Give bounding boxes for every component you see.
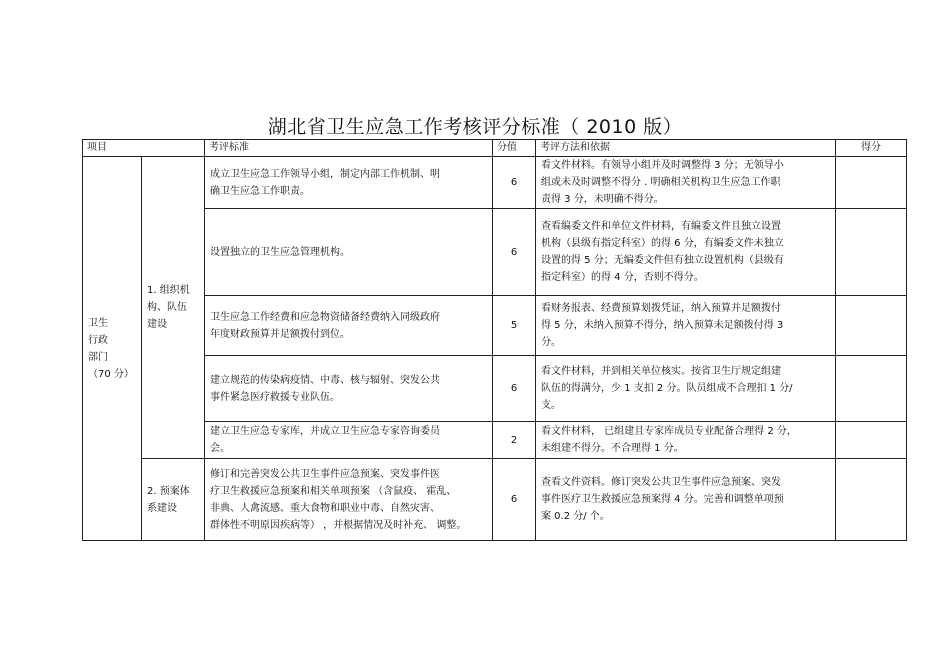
header-points: 得分 xyxy=(836,140,907,157)
table-row xyxy=(83,459,907,541)
header-criteria: 考评标准 xyxy=(205,140,493,157)
points-cell[interactable] xyxy=(836,459,907,541)
method-cell: 看文件材料，并到相关单位核实。按省卫生厅规定组建 队伍的得满分，少 1 支扣 2 分。队员组成不合理扣 1 分/ 支。 xyxy=(536,356,836,422)
table-header-row xyxy=(83,140,907,157)
method-cell: 查看编委文件和单位文件材料，有编委文件且独立设置 机构（县级有指定科室）的得 6 分，有编委文件未独立 设置的得 5 分；无编委文件但有独立设置机构（县级有 指定科室）的得 4 分，否则不得分。 xyxy=(536,209,836,296)
score-cell: 6 xyxy=(493,459,536,541)
score-cell: 6 xyxy=(493,209,536,296)
method-cell: 看文件材料。有领导小组并及时调整得 3 分；无领导小 组或未及时调整不得分 . 明确相关机构卫生应急工作职 责得 3 分，未明确不得分。 xyxy=(536,157,836,209)
table-row xyxy=(83,422,907,459)
score-cell: 2 xyxy=(493,422,536,459)
method-cell: 查看文件资料。修订突发公共卫生事件应急预案、突发 事件医疗卫生救援应急预案得 4 分。完善和调整单项预 案 0.2 分/ 个。 xyxy=(536,459,836,541)
score-cell: 5 xyxy=(493,296,536,356)
table-row xyxy=(83,209,907,296)
points-cell[interactable] xyxy=(836,296,907,356)
criteria-cell: 建立规范的传染病疫情、中毒、核与辐射、突发公共 事件紧急医疗救援专业队伍。 xyxy=(205,356,493,422)
header-score: 分值 xyxy=(493,140,536,157)
header-method: 考评方法和依据 xyxy=(536,140,836,157)
method-cell: 看文件材料， 已组建且专家库成员专业配备合理得 2 分， 未组建不得分。不合理得 1 分。 xyxy=(536,422,836,459)
criteria-cell: 成立卫生应急工作领导小组，制定内部工作机制、明 确卫生应急工作职责。 xyxy=(205,157,493,209)
table-row xyxy=(83,356,907,422)
group-label-plan: 2. 预案体 系建设 xyxy=(142,459,205,541)
criteria-cell: 卫生应急工作经费和应急物资储备经费纳入同级政府 年度财政预算并足额拨付到位。 xyxy=(205,296,493,356)
category-cell: 卫生 行政 部门 （70 分） xyxy=(83,157,142,541)
points-cell[interactable] xyxy=(836,422,907,459)
group-label-organization: 1. 组织机 构、队伍 建设 xyxy=(142,157,205,459)
criteria-cell: 建立卫生应急专家库，并成立卫生应急专家咨询委员 会。 xyxy=(205,422,493,459)
method-cell: 看财务报表、经费预算划拨凭证，纳入预算并足额拨付 得 5 分，未纳入预算不得分，纳入预算未足额拨付得 3 分。 xyxy=(536,296,836,356)
table-row xyxy=(83,296,907,356)
points-cell[interactable] xyxy=(836,209,907,296)
table-row xyxy=(83,157,907,209)
page-title: 湖北省卫生应急工作考核评分标准（ 2010 版） xyxy=(267,116,683,138)
criteria-cell: 设置独立的卫生应急管理机构。 xyxy=(205,209,493,296)
points-cell[interactable] xyxy=(836,356,907,422)
score-cell: 6 xyxy=(493,157,536,209)
points-cell[interactable] xyxy=(836,157,907,209)
header-item: 项目 xyxy=(83,140,205,157)
criteria-cell: 修订和完善突发公共卫生事件应急预案、突发事件医 疗卫生救援应急预案和相关单项预案 （含鼠疫、 霍乱、 非典、人禽流感、重大食物和职业中毒、自然灾害、 群体性不明原因疾病等） ，并根据情况及时补充、 调整。 xyxy=(205,459,493,541)
scoring-table xyxy=(82,139,907,541)
score-cell: 6 xyxy=(493,356,536,422)
